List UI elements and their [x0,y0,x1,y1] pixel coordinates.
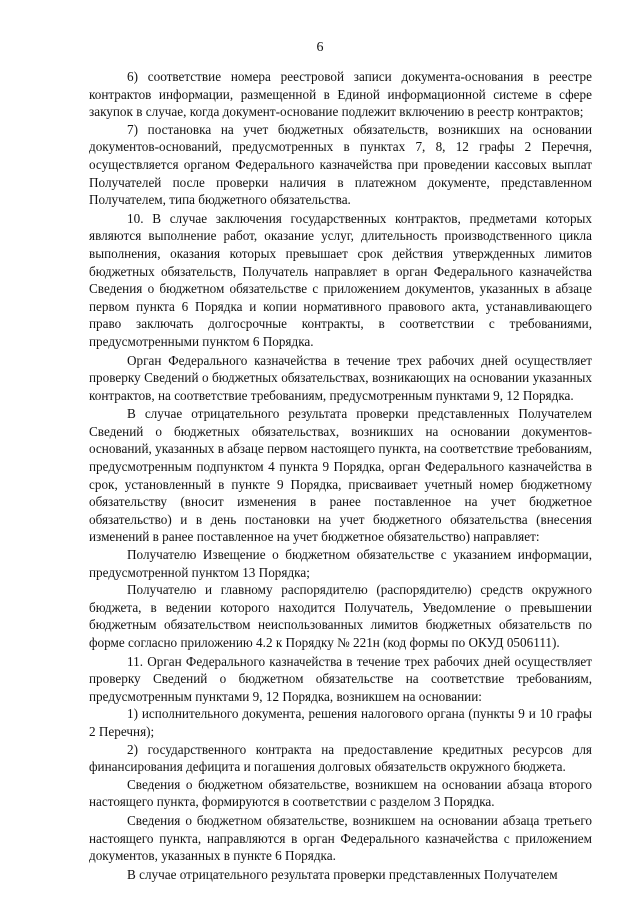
paragraph-recipient-notice: Получателю Извещение о бюджетном обязательстве с указанием информации, предусмотренной пунктом 13 Порядка; [89,547,592,580]
paragraph-info-third: Сведения о бюджетном обязательстве, возникшем на основании абзаца третьего настоящего пункта, направляются в орган Федерального казначейства с приложением документов, указанных в пункте 6 Порядка. [89,812,592,864]
page-number: 6 [316,40,324,55]
paragraph-info-second: Сведения о бюджетном обязательстве, возникшем на основании абзаца второго настоящего пункта, формируются в соответствии с разделом 3 Порядка. [89,776,592,810]
paragraph-clause-11: 11. Орган Федерального казначейства в течение трех рабочих дней осуществляет проверку Сведений о бюджетном обязательстве на соответствие требованиям, предусмотренным пунктами 9, 12 Порядка, возникшем на основании: [89,653,592,704]
paragraph-item-2: 2) государственного контракта на предоставление кредитных ресурсов для финансирования дефицита и погашения долговых обязательств окружного бюджета. [89,741,592,775]
document-body [89,68,592,883]
paragraph-final: В случае отрицательного результата проверки представленных Получателем [127,866,558,882]
paragraph-item-7: 7) постановка на учет бюджетных обязательств, возникших на основании документов-оснований, предусмотренных в пунктах 7, 8, 12 графы 2 Перечня, осуществляется органом Федерального казначейства при проведении кассовых выплат Получателей после проверки наличия в платежном документе, представленном Получателем, типа бюджетного обязательства. [89,121,592,208]
paragraph-negative-result: В случае отрицательного результата проверки представленных Получателем Сведений о бюджетных обязательствах, возникших на основании документов-оснований, указанных в абзаце первом настоящего пункта, на соответствие требованиям, предусмотренным подпунктом 4 пункта 9 Порядка, орган Федерального казначейства в срок, установленный в пункте 9 Порядка, присваивает учетный номер бюджетному обязательству (вносит изменения в ранее поставленное на учет бюджетное обязательство) и в день постановки на учет бюджетного обязательства (внесения изменений в ранее поставленное на учет бюджетное обязательство) направляет: [89,406,592,545]
paragraph-verification: Орган Федерального казначейства в течение трех рабочих дней осуществляет проверку Сведений о бюджетных обязательствах, возникающих на основании указанных контрактов, на соответствие требованиям, предусмотренным пунктами 9, 12 Порядка. [89,352,592,403]
paragraph-excess-notice: Получателю и главному распорядителю (распорядителю) средств окружного бюджета, в ведении которого находится Получатель, Уведомление о превышении бюджетным обязательством неиспользованных лимитов бюджетных обязательств по форме согласно приложению 4.2 к Порядку № 221н (код формы по ОКУД 0506111). [89,582,592,650]
paragraph-item-1: 1) исполнительного документа, решения налогового органа (пункты 9 и 10 графы 2 Перечня); [89,706,592,739]
paragraph-item-6: 6) соответствие номера реестровой записи документа-основания в реестре контрактов информации, размещенной в Единой информационной системе в сфере закупок в случае, когда документ-основание подлежит включению в реестр контрактов; [89,69,592,120]
paragraph-clause-10: 10. В случае заключения государственных контрактов, предметами которых являются выполнение работ, оказание услуг, длительность производственного цикла выполнения, оказания которых превышает срок действия утвержденных лимитов бюджетных обязательств, Получатель направляет в орган Федерального казначейства Сведения о бюджетном обязательстве с приложением документов, указанных в абзаце первом пункта 6 Порядка и копии нормативного правового акта, устанавливающего право заключать долгосрочные контракты, в соответствии с требованиями, предусмотренными пунктом 6 Порядка. [89,210,592,349]
